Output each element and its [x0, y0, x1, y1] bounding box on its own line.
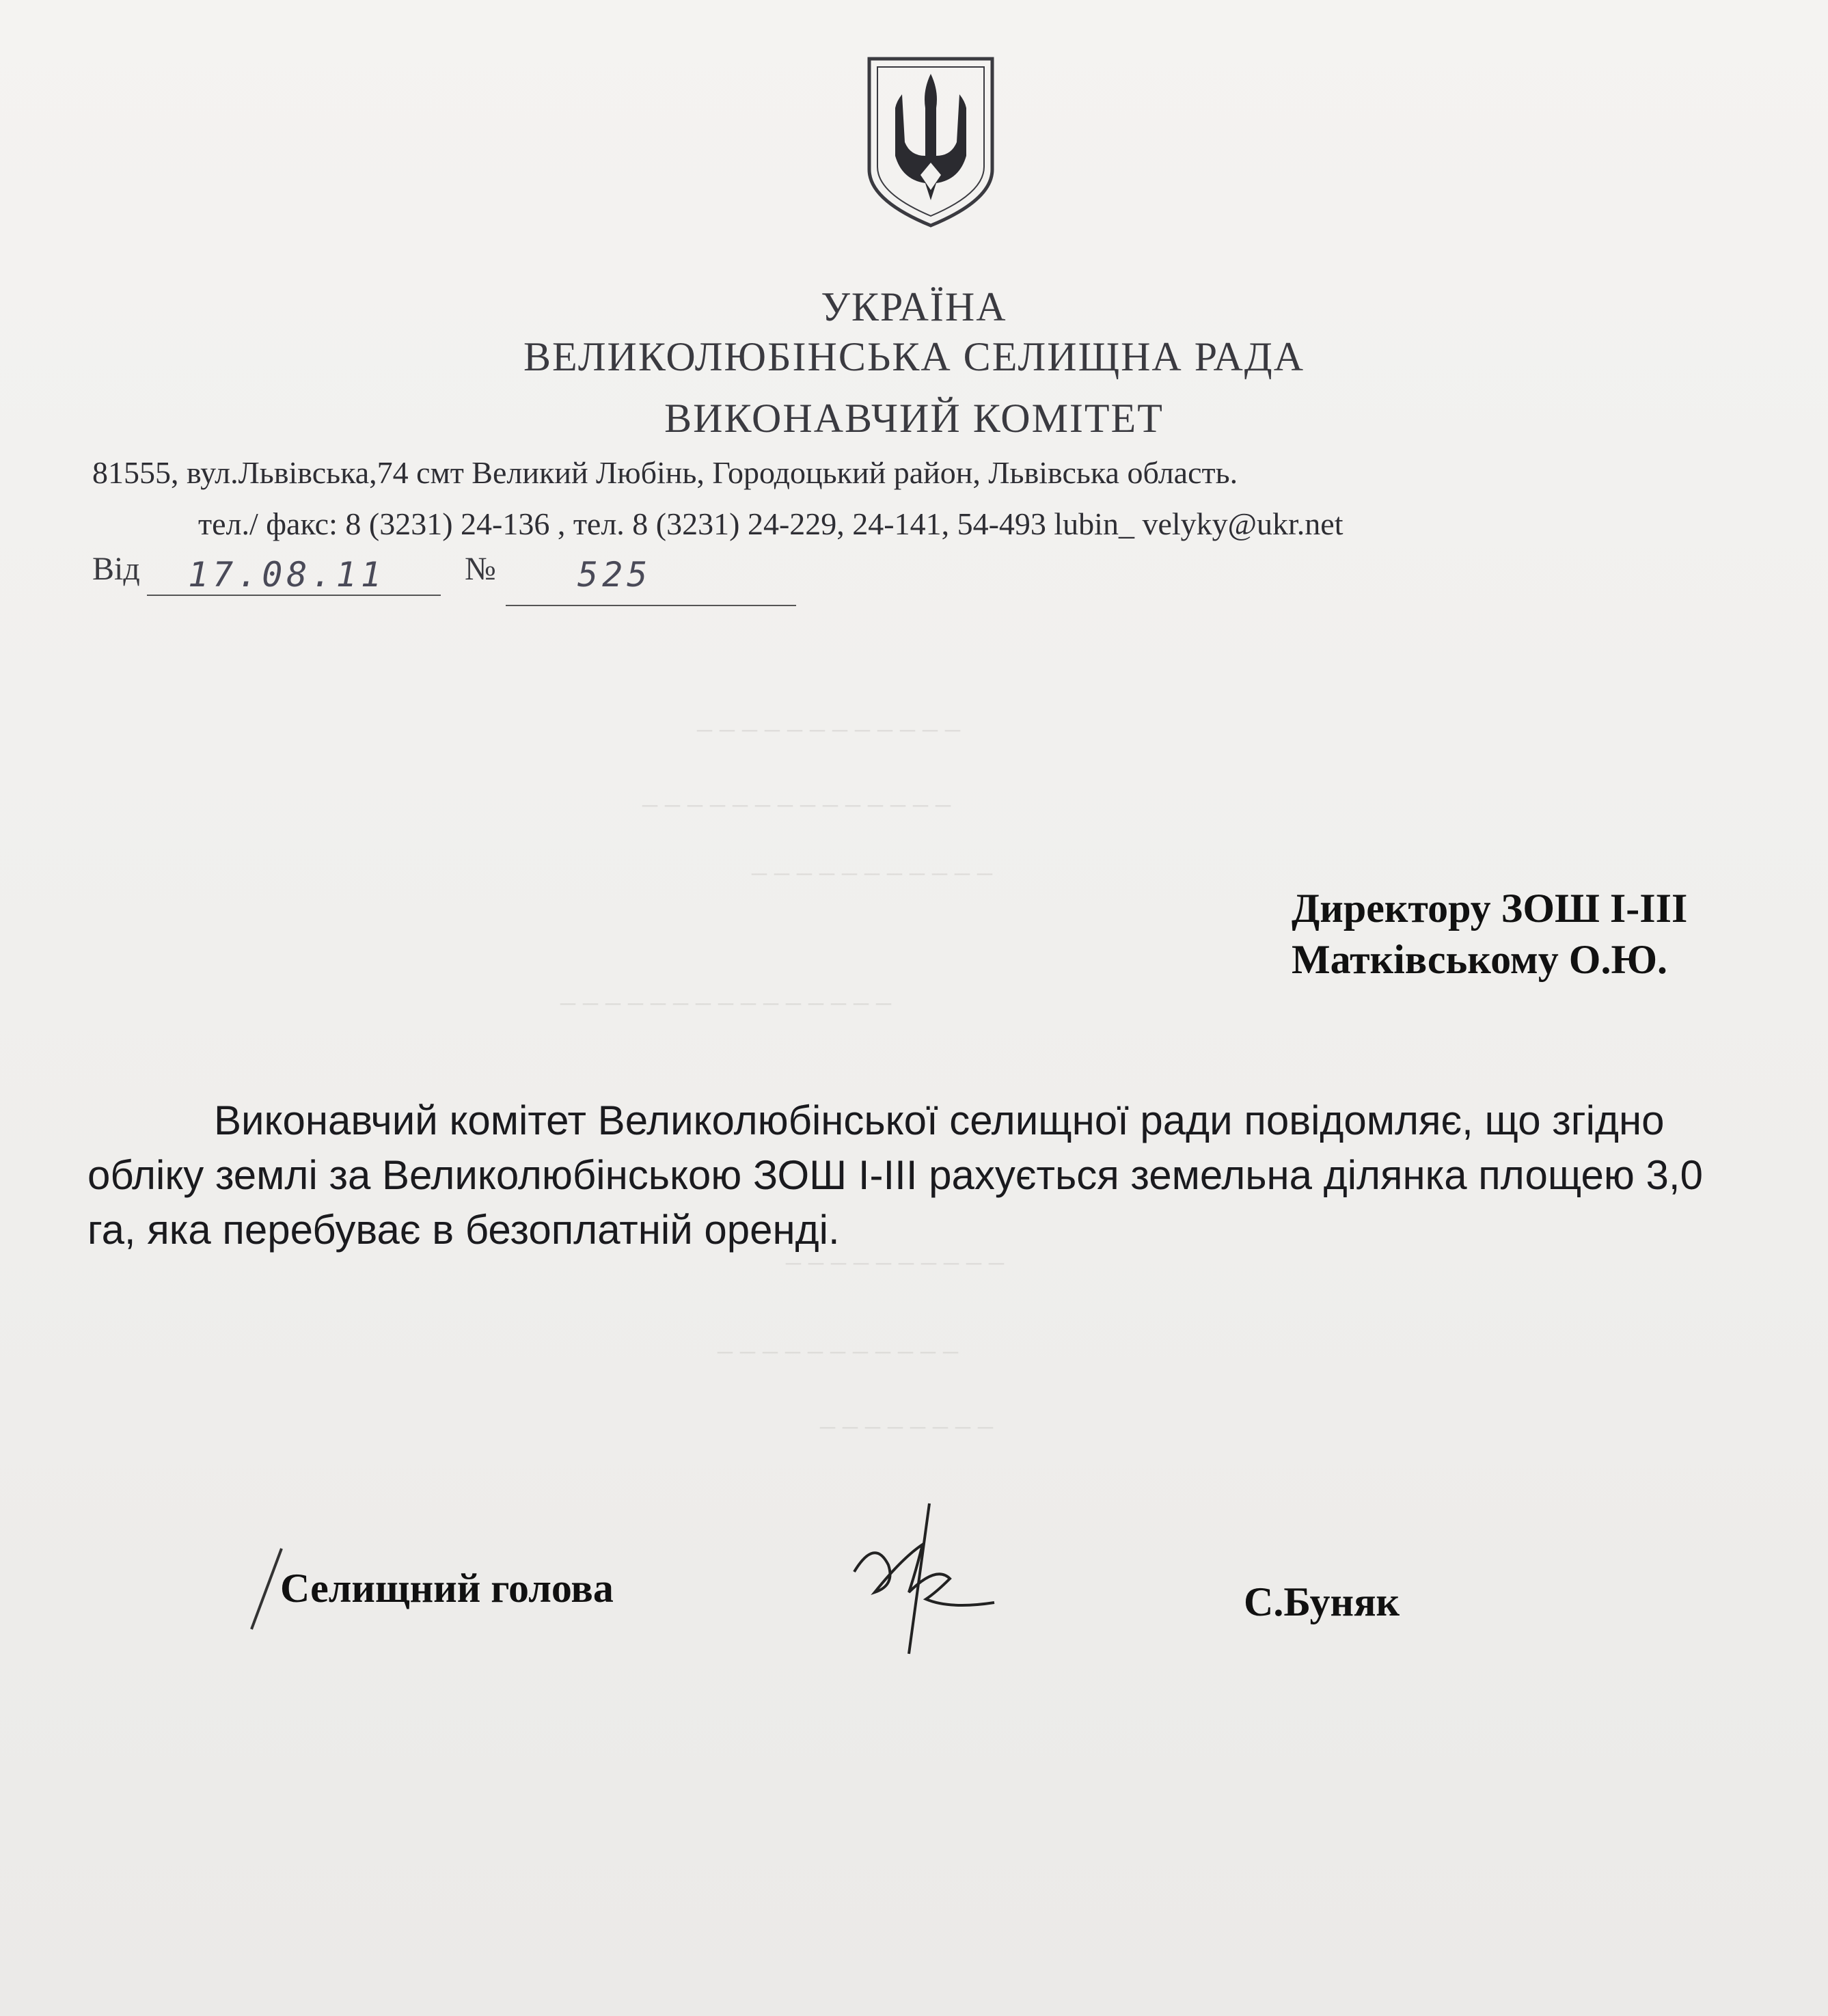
signatory-name: С.Буняк	[1244, 1579, 1400, 1624]
handwritten-date: 17.08.11	[188, 555, 385, 595]
header-council: ВЕЛИКОЛЮБІНСЬКА СЕЛИЩНА РАДА	[523, 334, 1305, 379]
address-line-1: 81555, вул.Львівська,74 смт Великий Любінь, Городоцький район, Львівська область.	[92, 455, 1238, 490]
letter-page: ‒ ‒ ‒ ‒ ‒ ‒ ‒ ‒ ‒ ‒ ‒ ‒ ‒ ‒ ‒ ‒ ‒ ‒ ‒ ‒ ‒ ‒ ‒ ‒ ‒ ‒ ‒ ‒ ‒ ‒ ‒ ‒ ‒ ‒ ‒ ‒ ‒ ‒ ‒ ‒ ‒ ‒ ‒ ‒ ‒ ‒ ‒ ‒ ‒ ‒ ‒ ‒ ‒ ‒ ‒ ‒ ‒ ‒ ‒ ‒ ‒ ‒ ‒ ‒ ‒ ‒ ‒ ‒ ‒ ‒ ‒ ‒ ‒ ‒ ‒ ‒ ‒ ‒ ‒ ‒ ‒ УКРАЇНА ВЕЛИКОЛЮБІНСЬКА СЕЛИЩНА РАДА ВИКОНАВЧИЙ КОМІТЕТ 81555, вул.Львівська,74 смт Великий Любінь, Городоцький район, Львівська область. тел./ факс: 8 (3231) 24-136 , тел. 8 (3231) 24-229, 24-141, 54-493 lubin_ velyky@ukr.net Від 17.08.11 № 525 Директору ЗОШ І-ІІІ Матківському О.Ю. Виконавчий комітет Великолюбінської селищної ради повідомляє, що згідно обліку землі за Великолюбінською ЗОШ І-ІІІ рахується земельна ділянка площею 3,0 га, яка перебуває в безоплатній оренді. Селищний голова С.Буняк	[0, 0, 1828, 2016]
from-label: Від	[92, 551, 140, 587]
letter-body-text: Виконавчий комітет Великолюбінської селищної ради повідомляє, що згідно обліку землі за Великолюбінською ЗОШ І-ІІІ рахується земельна ділянка площею 3,0 га, яка перебуває в безоплатній оренді.	[87, 1098, 1703, 1253]
address-line-2: тел./ факс: 8 (3231) 24-136 , тел. 8 (3231) 24-229, 24-141, 54-493 lubin_ velyky@ukr.net	[198, 506, 1343, 541]
header-committee: ВИКОНАВЧИЙ КОМІТЕТ	[664, 396, 1164, 441]
letter-body	[87, 1093, 1741, 1257]
trident-emblem-icon	[862, 53, 999, 231]
handwritten-number: 525	[577, 555, 652, 595]
reference-line	[92, 550, 140, 588]
signatory-title: Селищний голова	[280, 1566, 614, 1611]
number-label: №	[465, 551, 496, 587]
addressee-position: Директору ЗОШ І-ІІІ	[1292, 886, 1688, 931]
header-country: УКРАЇНА	[821, 284, 1007, 329]
signature-scribble-icon	[847, 1497, 998, 1661]
addressee-name: Матківському О.Ю.	[1292, 937, 1668, 982]
number-underline	[506, 605, 796, 606]
date-underline	[147, 595, 441, 596]
